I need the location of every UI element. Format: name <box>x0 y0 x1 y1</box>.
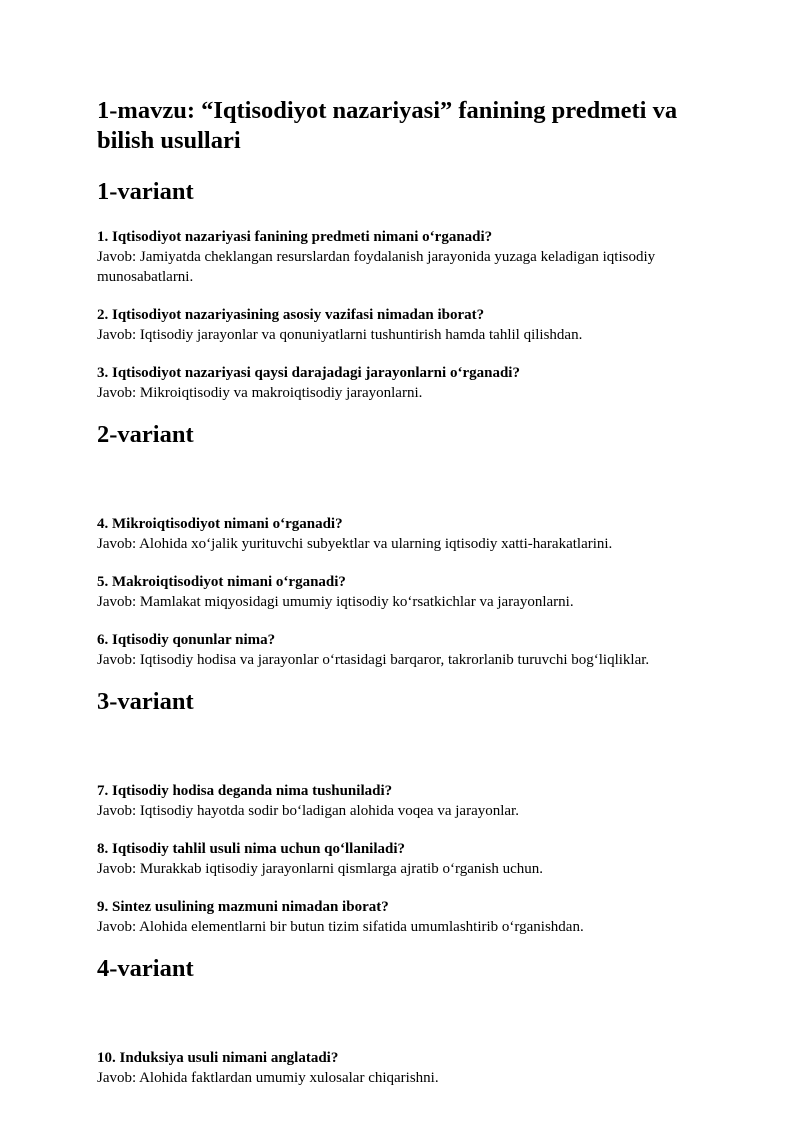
answer-7: Javob: Iqtisodiy hayotda sodir bo‘ladigan alohida voqea va jarayonlar. <box>97 803 519 819</box>
qa-item-5 <box>97 572 707 612</box>
answer-1: Javob: Jamiyatda cheklangan resurslardan foydalanish jarayonida yuzaga keladigan iqtisodiy munosabatlarni. <box>97 249 656 285</box>
qa-item-6 <box>97 630 707 670</box>
question-4: 4. Mikroiqtisodiyot nimani o‘rganadi? <box>97 516 343 532</box>
answer-2: Javob: Iqtisodiy jarayonlar va qonuniyatlarni tushuntirish hamda tahlil qilishdan. <box>97 327 583 343</box>
qa-item-9 <box>97 897 707 937</box>
question-9: 9. Sintez usulining mazmuni nimadan iborat? <box>97 899 389 915</box>
answer-6: Javob: Iqtisodiy hodisa va jarayonlar o‘rtasidagi barqaror, takrorlanib turuvchi bog‘liqliklar. <box>97 652 650 668</box>
qa-item-4 <box>97 514 707 554</box>
answer-9: Javob: Alohida elementlarni bir butun tizim sifatida umumlashtirib o‘rganishdan. <box>97 919 584 935</box>
qa-item-10 <box>97 1048 707 1088</box>
answer-8: Javob: Murakkab iqtisodiy jarayonlarni qismlarga ajratib o‘rganish uchun. <box>97 861 544 877</box>
question-1: 1. Iqtisodiyot nazariyasi fanining predmeti nimani o‘rganadi? <box>97 229 493 245</box>
answer-5: Javob: Mamlakat miqyosidagi umumiy iqtisodiy ko‘rsatkichlar va jarayonlarni. <box>97 594 574 610</box>
question-8: 8. Iqtisodiy tahlil usuli nima uchun qo‘llaniladi? <box>97 841 406 857</box>
variant-heading-1: 1-variant <box>97 178 194 205</box>
document-page <box>97 96 707 1106</box>
variant-heading-2: 2-variant <box>97 421 194 448</box>
qa-item-1 <box>97 227 707 287</box>
variant-heading-4: 4-variant <box>97 955 194 982</box>
question-6: 6. Iqtisodiy qonunlar nima? <box>97 632 276 648</box>
answer-4: Javob: Alohida xo‘jalik yurituvchi subyektlar va ularning iqtisodiy xatti-harakatlarini. <box>97 536 613 552</box>
document-title: 1-mavzu: “Iqtisodiyot nazariyasi” fanining predmeti va bilish usullari <box>97 97 678 154</box>
question-2: 2. Iqtisodiyot nazariyasining asosiy vazifasi nimadan iborat? <box>97 307 485 323</box>
answer-10: Javob: Alohida faktlardan umumiy xulosalar chiqarishni. <box>97 1070 439 1086</box>
question-10: 10. Induksiya usuli nimani anglatadi? <box>97 1050 339 1066</box>
question-7: 7. Iqtisodiy hodisa deganda nima tushuniladi? <box>97 783 393 799</box>
variant-section-4 <box>97 954 707 1088</box>
variant-section-3 <box>97 687 707 937</box>
variant-section-2 <box>97 420 707 670</box>
qa-item-8 <box>97 839 707 879</box>
qa-item-2 <box>97 305 707 345</box>
variant-heading-3: 3-variant <box>97 688 194 715</box>
qa-item-3 <box>97 363 707 403</box>
qa-item-7 <box>97 781 707 821</box>
answer-3: Javob: Mikroiqtisodiy va makroiqtisodiy jarayonlarni. <box>97 385 423 401</box>
question-5: 5. Makroiqtisodiyot nimani o‘rganadi? <box>97 574 346 590</box>
question-3: 3. Iqtisodiyot nazariyasi qaysi darajadagi jarayonlarni o‘rganadi? <box>97 365 520 381</box>
variant-section-1 <box>97 177 707 403</box>
